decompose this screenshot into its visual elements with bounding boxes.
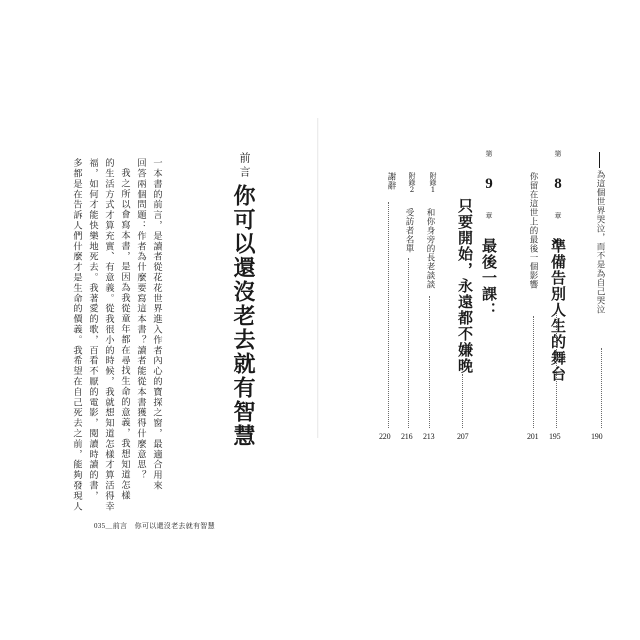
chapter-title-part-2: 只要開始，永遠都不嫌晚 bbox=[456, 198, 474, 374]
page-number: 220 bbox=[379, 432, 391, 441]
preface-label: 前言 bbox=[238, 152, 251, 180]
dot-leader bbox=[556, 312, 558, 428]
page-footer: 035＿前言 你可以還沒老去就有智慧 bbox=[94, 522, 215, 530]
toc-entry-text: 你留在這世上的最後一個影響 bbox=[528, 172, 538, 289]
chapter-9-heading[interactable] bbox=[479, 150, 500, 318]
chapter-title: 準備告別人生的舞台 bbox=[549, 238, 567, 382]
page-number: 195 bbox=[549, 432, 561, 441]
chapter-number: 8 bbox=[554, 176, 562, 192]
dot-leader bbox=[408, 258, 410, 428]
appendix-label: 附錄2 bbox=[408, 172, 416, 194]
chapter-title-part-1: 最後一課： bbox=[480, 238, 498, 318]
chapter-label: 第 bbox=[485, 150, 493, 157]
chapter-label: 第 bbox=[554, 150, 562, 157]
toc-entry-last-influence[interactable] bbox=[527, 172, 539, 289]
chapter-8-heading[interactable] bbox=[548, 150, 569, 382]
dot-leader bbox=[462, 374, 464, 428]
toc-entry-text: 為這個世界哭泣，而不是為自己哭泣 bbox=[595, 170, 605, 314]
chapter-number: 9 bbox=[485, 176, 493, 192]
page-number: 190 bbox=[591, 432, 603, 441]
dot-leader bbox=[533, 316, 535, 428]
preface-paragraph: 回答兩個問題：作者為什麼要寫這本書？讀者能從本書獲得什麼意思？ bbox=[135, 158, 146, 481]
appendix-2-entry[interactable] bbox=[403, 172, 422, 194]
preface-paragraph: 多都是在告訴人們什麼才是生命的價義。我希望在自己死去之前，能夠發現人 bbox=[71, 158, 82, 512]
em-dash bbox=[599, 152, 601, 168]
toc-entry-acknowledgements[interactable]: 謝辭 bbox=[386, 172, 396, 190]
preface-paragraph: 的生活方式才算充實、有意義。從我很小的時候，我就想知道怎樣才算活得幸 bbox=[103, 158, 114, 512]
appendix-label: 附錄1 bbox=[429, 172, 437, 194]
dot-leader bbox=[601, 348, 603, 428]
preface-paragraph: 我之所以會寫本書，是因為我從童年都在尋找生命的意義，我想知道怎樣 bbox=[119, 168, 130, 501]
dot-leader bbox=[388, 202, 390, 428]
preface-title: 你可以還沒老去就有智慧 bbox=[230, 184, 256, 448]
appendix-1-entry[interactable] bbox=[424, 172, 443, 194]
chapter-suffix: 章 bbox=[485, 212, 493, 219]
page-number: 213 bbox=[423, 432, 435, 441]
page-number: 201 bbox=[527, 432, 539, 441]
chapter-suffix: 章 bbox=[554, 212, 562, 219]
preface-paragraph: 福，如何才能快樂地死去。我著愛的歌，百看不厭的電影，閱讀時讀的書， bbox=[87, 158, 98, 502]
gutter bbox=[317, 118, 319, 438]
toc-entry-text: 受訪者名單 bbox=[404, 208, 414, 253]
page-number: 207 bbox=[457, 432, 469, 441]
toc-entry-text: 和你身旁的長老談談 bbox=[425, 208, 435, 289]
page-number: 216 bbox=[401, 432, 413, 441]
preface-paragraph: 一本書的前言，是讀者從花花世界進入作者內心的寶探之窗，最適合用來 bbox=[151, 158, 162, 491]
dot-leader bbox=[429, 296, 431, 428]
toc-entry-world-cry[interactable] bbox=[594, 150, 606, 314]
